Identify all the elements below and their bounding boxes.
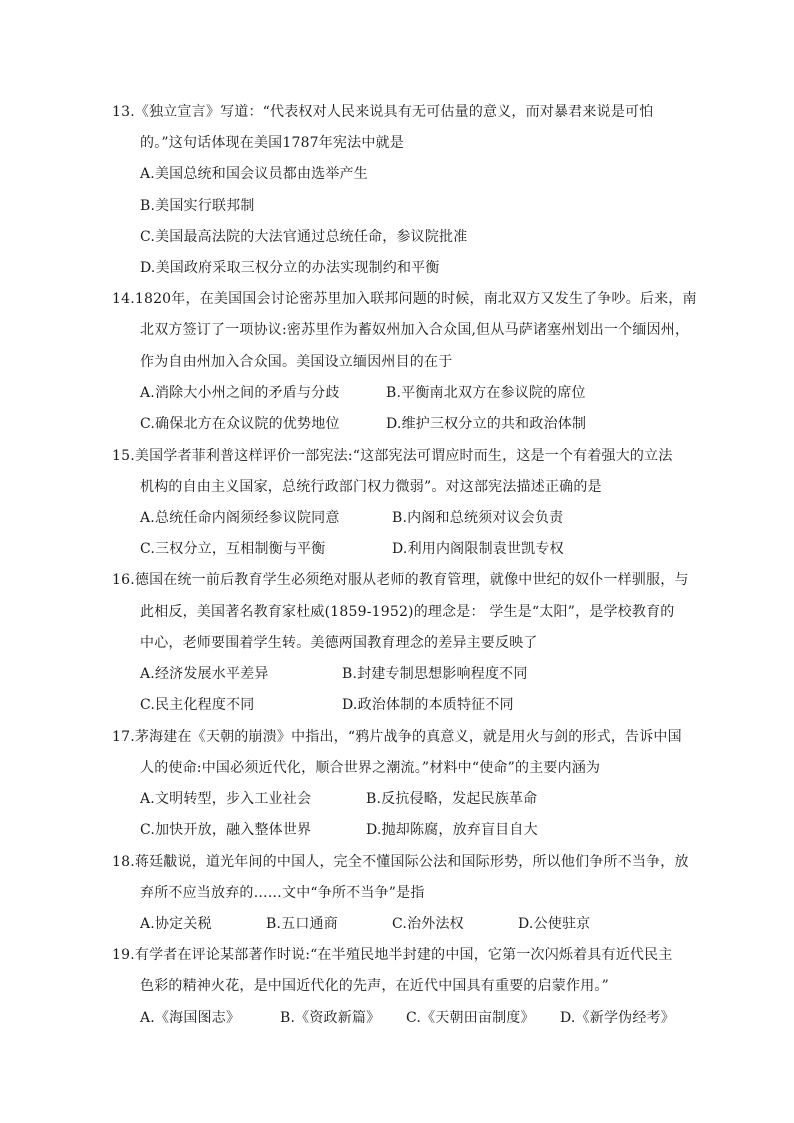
question-13-option-d: D.美国政府采取三权分立的办法实现制约和平衡 (140, 260, 440, 276)
question-18-line-2: 弃所不应当放弃的……文中“争所不当争”是指 (140, 885, 425, 901)
question-16-line-3: 中心，老师要围着学生转。美德两国教育理念的差异主要反映了 (140, 635, 538, 651)
question-17-option-d: D.抛却陈腐，放弃盲目自大 (366, 822, 538, 838)
question-17-line-2: 人的使命:中国必须近代化，顺合世界之潮流。”材料中“使命”的主要内涵为 (140, 760, 601, 776)
question-13-option-c: C.美国最高法院的大法官通过总统任命，参议院批准 (140, 229, 468, 245)
question-17-option-c: C.加快开放，融入整体世界 (140, 822, 312, 838)
question-14-line-2: 北双方签订了一项协议:密苏里作为蓄奴州加入合众国,但从马萨诸塞州划出一个缅因州， (140, 322, 690, 338)
question-15-option-a: A.总统任命内阁须经参议院同意 (140, 510, 340, 526)
question-18-line-1: 18.蒋廷黻说，道光年间的中国人，完全不懂国际公法和国际形势，所以他们争所不当争，放 (112, 854, 689, 870)
question-18-option-c: C.治外法权 (392, 916, 464, 932)
question-16-option-c: C.民主化程度不同 (140, 697, 255, 713)
question-18-option-d: D.公使驻京 (518, 916, 591, 932)
question-19-option-a: A.《海国图志》 (140, 1010, 241, 1026)
question-19-line-1: 19.有学者在评论某部著作时说:“在半殖民地半封建的中国，它第一次闪烁着具有近代民主 (112, 947, 673, 963)
question-16-line-2: 此相反，美国著名教育家杜威(1859-1952)的理念是： 学生是“太阳”，是学校教育的 (140, 604, 675, 620)
question-15-option-b: B.内阁和总统须对议会负责 (392, 510, 564, 526)
question-19-option-c: C.《天朝田亩制度》 (406, 1010, 535, 1026)
question-18-option-a: A.协定关税 (140, 916, 212, 932)
question-15-option-d: D.利用内阁限制袁世凯专权 (392, 541, 564, 557)
question-14-option-a: A.消除大小州之间的矛盾与分歧 (140, 385, 340, 401)
question-14-line-3: 作为自由州加入合众国。美国设立缅因州目的在于 (140, 354, 453, 370)
question-16-option-a: A.经济发展水平差异 (140, 666, 269, 682)
question-15-line-2: 机构的自由主义国家，总统行政部门权力微弱”。对这部宪法描述正确的是 (140, 479, 602, 495)
question-14-line-1: 14.1820年，在美国国会讨论密苏里加入联邦问题的时候，南北双方又发生了争吵。后来，南 (112, 291, 697, 307)
question-13-option-b: B.美国实行联邦制 (140, 198, 255, 214)
question-19-line-2: 色彩的精神火花，是中国近代化的先声，在近代中国具有重要的启蒙作用。” (140, 978, 609, 994)
question-13-line-2: 的。”这句话体现在美国1787年宪法中就是 (140, 135, 404, 151)
question-13-line-1: 13.《独立宣言》写道：“代表权对人民来说具有无可估量的意义，而对暴君来说是可怕 (112, 104, 654, 120)
question-15-line-1: 15.美国学者菲利普这样评价一部宪法:“这部宪法可谓应时而生，这是一个有着强大的立法 (112, 448, 673, 464)
question-17-option-b: B.反抗侵略，发起民族革命 (366, 791, 538, 807)
question-15-option-c: C.三权分立，互相制衡与平衡 (140, 541, 326, 557)
question-19-option-b: B.《资政新篇》 (280, 1010, 381, 1026)
question-19-option-d: D.《新学伪经考》 (560, 1010, 675, 1026)
question-14-option-b: B.平衡南北双方在参议院的席位 (386, 385, 586, 401)
question-16-option-b: B.封建专制思想影响程度不同 (342, 666, 528, 682)
question-18-option-b: B.五口通商 (266, 916, 338, 932)
question-17-line-1: 17.茅海建在《天朝的崩溃》中指出，“鸦片战争的真意义，就是用火与剑的形式，告诉中国 (112, 729, 682, 745)
question-17-option-a: A.文明转型，步入工业社会 (140, 791, 312, 807)
question-16-option-d: D.政治体制的本质特征不同 (342, 697, 514, 713)
question-16-line-1: 16.德国在统一前后教育学生必须绝对服从老师的教育管理，就像中世纪的奴仆一样驯服，与 (112, 572, 689, 588)
question-13-option-a: A.美国总统和国会议员都由选举产生 (140, 166, 368, 182)
question-14-option-c: C.确保北方在众议院的优势地位 (140, 416, 340, 432)
question-14-option-d: D.维护三权分立的共和政治体制 (386, 416, 587, 432)
